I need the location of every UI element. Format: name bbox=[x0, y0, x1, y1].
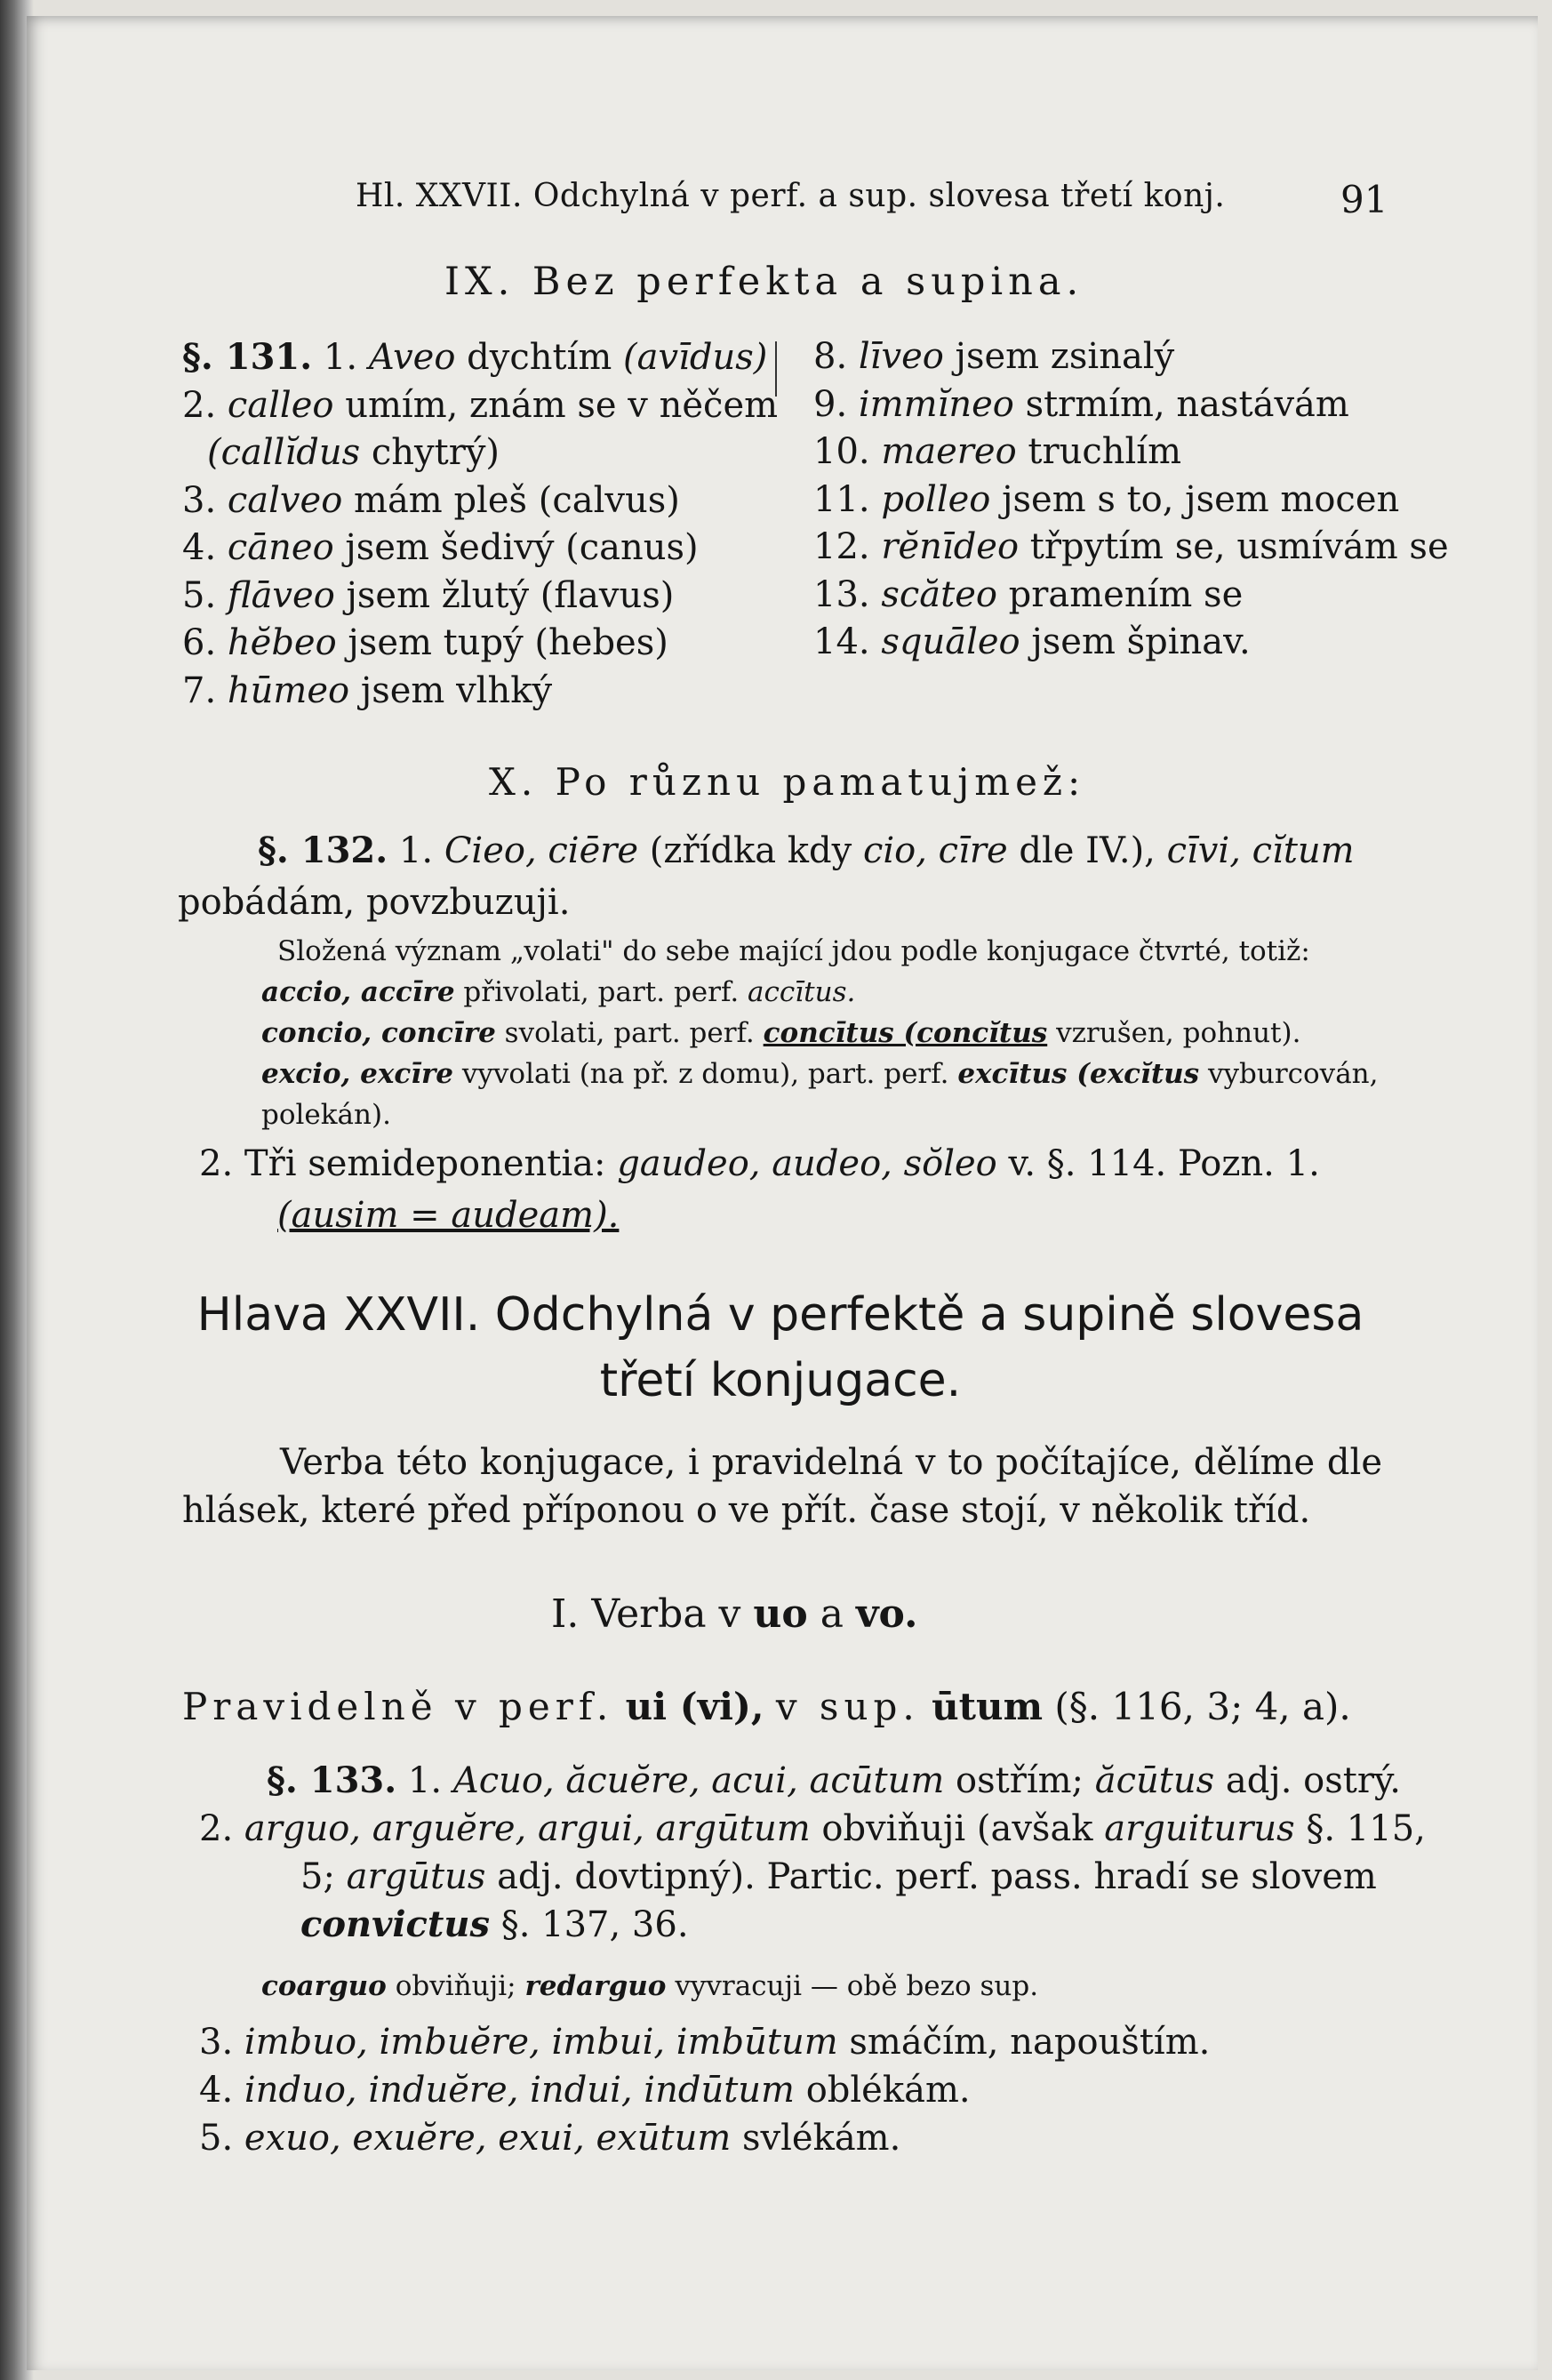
paragraph-133-line2: 2. arguo, arguĕre, argui, argūtum obviňuji (avšak arguiturus §. 115, bbox=[199, 1808, 1426, 1849]
chapter-intro: Verba této konjugace, i pravidelná v to počítajíce, dělíme dle hlásek, které před příponou o ve přít. čase stojí, v několik tříd. bbox=[182, 1442, 1382, 1531]
paragraph-133-line4: convictus §. 137, 36. bbox=[300, 1903, 689, 1945]
paragraph-mark: §. 131. bbox=[182, 336, 313, 378]
chapter-title: Hlava XXVII. Odchylná v perfektě a supině slovesa třetí konjugace. bbox=[196, 1288, 1364, 1407]
note-line: Složená význam „volati" do sebe mající jdou podle konjugace čtvrté, totiž: bbox=[277, 935, 1310, 967]
note-line: excio, excīre vyvolati (na př. z domu), part. perf. excītus (excĭtus vyburcován, bbox=[261, 1058, 1379, 1090]
section-x-heading: X. Po různu pamatujmež: bbox=[489, 760, 1086, 804]
list-item: 6. hĕbeo jsem tupý (hebes) bbox=[182, 622, 668, 663]
note-line: coarguo obviňuji; redarguo vyvracuji — obě bezo sup. bbox=[261, 1970, 1039, 2002]
list-item: 3. calveo mám pleš (calvus) bbox=[182, 479, 680, 521]
section-i-subheading: Pravidelně v perf. ui (vi), v sup. ūtum (§. 116, 3; 4, a). bbox=[182, 1685, 1351, 1728]
section-ix-heading: IX. Bez perfekta a supina. bbox=[444, 260, 1084, 304]
item-2-line1: 2. Tři semideponentia: gaudeo, audeo, sŏleo v. §. 114. Pozn. 1. bbox=[199, 1143, 1320, 1184]
list-item: (callĭdus chytrý) bbox=[207, 432, 500, 473]
section-ix-right-column bbox=[813, 333, 1449, 667]
list-item: 7. hūmeo jsem vlhký bbox=[182, 669, 553, 711]
paragraph-133-line3: 5; argūtus adj. dovtipný). Partic. perf. pass. hradí se slovem bbox=[300, 1856, 1377, 1897]
paragraph-133-line5: 3. imbuo, imbuĕre, imbui, imbūtum smáčím, napouštím. bbox=[199, 2022, 1211, 2063]
note-line: polekán). bbox=[261, 1099, 391, 1131]
list-item: 10. maereo truchlím bbox=[813, 431, 1182, 472]
paragraph-133-line6: 4. induo, induĕre, indui, indūtum oblékám. bbox=[199, 2070, 971, 2111]
page-number: 91 bbox=[1340, 178, 1388, 221]
note-line: concio, concīre svolati, part. perf. concītus (concĭtus vzrušen, pohnut). bbox=[261, 1017, 1301, 1049]
list-item: 8. līveo jsem zsinalý bbox=[813, 336, 1175, 377]
list-item: 2. calleo umím, znám se v něčem bbox=[182, 384, 779, 426]
note-line: accio, accīre přivolati, part. perf. accītus. bbox=[261, 976, 856, 1008]
list-item: 11. polleo jsem s to, jsem mocen bbox=[813, 478, 1400, 520]
paragraph-132-line1: §. 132. 1. Cieo, ciēre (zřídka kdy cio, cīre dle IV.), cīvi, cĭtum bbox=[258, 829, 1355, 871]
section-i-heading: I. Verba v uo a vo. bbox=[551, 1591, 918, 1637]
list-item: 5. flāveo jsem žlutý (flavus) bbox=[182, 574, 675, 616]
paragraph-133-line1: §. 133. 1. Acuo, ăcuĕre, acui, acūtum ostřím; ăcūtus adj. ostrý. bbox=[267, 1759, 1401, 1801]
list-item: 4. cāneo jsem šedivý (canus) bbox=[182, 527, 699, 568]
list-item: 12. rĕnīdeo třpytím se, usmívám se bbox=[813, 526, 1449, 567]
item-2-line2: (ausim = audeam). bbox=[277, 1195, 620, 1236]
paragraph-133-line7: 5. exuo, exuĕre, exui, exūtum svlékám. bbox=[199, 2118, 901, 2159]
list-item: §. 131. 1. Aveo dychtím (avīdus) bbox=[182, 336, 768, 378]
section-ix-left-column bbox=[182, 333, 778, 715]
list-item: 9. immĭneo strmím, nastávám bbox=[813, 383, 1349, 425]
list-item: 13. scăteo pramením se bbox=[813, 573, 1244, 615]
list-item: 14. squāleo jsem špinav. bbox=[813, 621, 1251, 662]
running-head: Hl. XXVII. Odchylná v perf. a sup. slovesa třetí konj. bbox=[356, 178, 1226, 214]
paragraph-132-line2: pobádám, povzbuzuji. bbox=[178, 882, 571, 923]
